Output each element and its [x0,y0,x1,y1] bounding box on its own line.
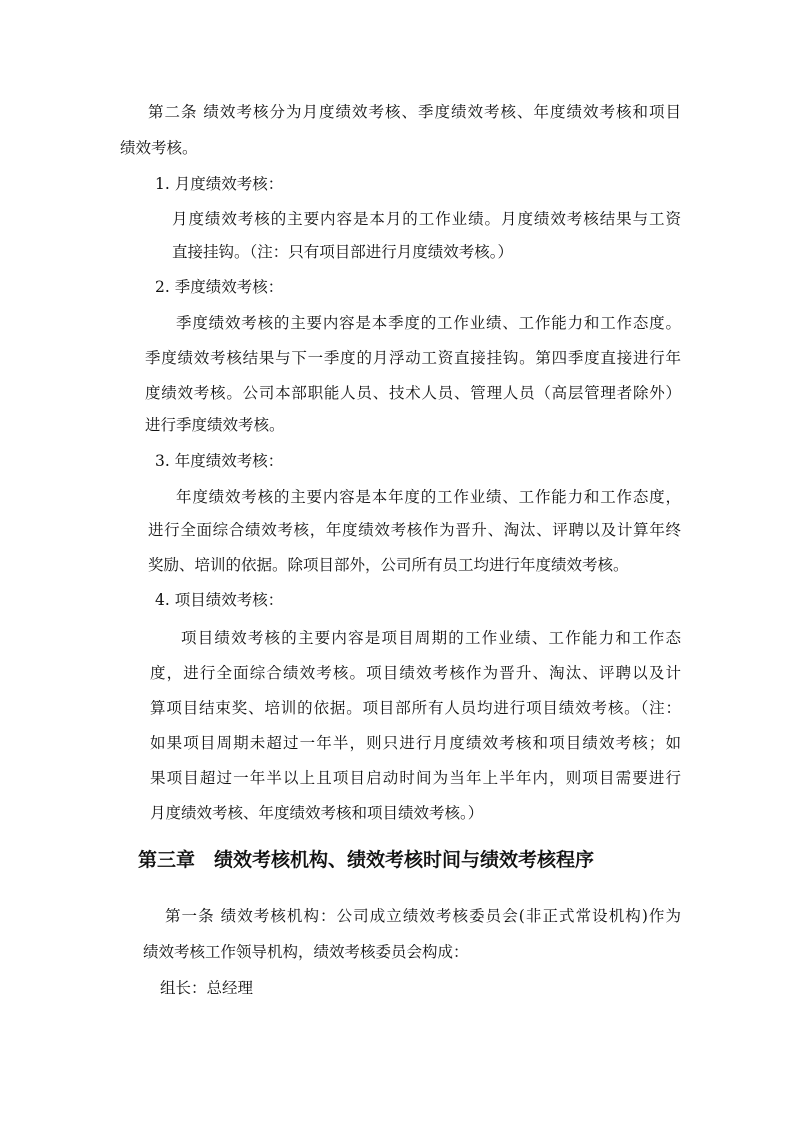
paragraph-line: 绩效考核工作领导机构，绩效考核委员会构成： [143,943,469,961]
paragraph-line: 果项目超过一年半以上且项目启动时间为当年上半年内，则项目需要进行 [150,769,681,787]
paragraph-line: 项目绩效考核的主要内容是项目周期的工作业绩、工作能力和工作态 [181,629,681,647]
paragraph-line: 季度绩效考核结果与下一季度的月浮动工资直接挂钩。第四季度直接进行年 [145,349,681,367]
paragraph-line: 月度绩效考核的主要内容是本月的工作业绩。月度绩效考核结果与工资 [172,210,681,228]
paragraph-line: 度绩效考核。公司本部职能人员、技术人员、管理人员（高层管理者除外） [145,384,681,402]
paragraph-line: 年度绩效考核的主要内容是本年度的工作业绩、工作能力和工作态度， [176,488,681,506]
section-title-quarterly: 2. 季度绩效考核： [155,278,284,296]
paragraph-line: 季度绩效考核的主要内容是本季度的工作业绩、工作能力和工作态度。 [176,314,681,332]
section-title-project: 4. 项目绩效考核： [155,591,284,609]
paragraph-line: 直接挂钩。（注：只有项目部进行月度绩效考核。） [172,243,514,261]
article2-line: 第二条 绩效考核分为月度绩效考核、季度绩效考核、年度绩效考核和项目 [148,103,681,121]
paragraph-line: 如果项目周期未超过一年半，则只进行月度绩效考核和项目绩效考核；如 [150,734,681,752]
paragraph-line: 度，进行全面综合绩效考核。项目绩效考核作为晋升、淘汰、评聘以及计 [150,664,681,682]
committee-leader: 组长：总经理 [160,979,254,997]
paragraph-line: 月度绩效考核、年度绩效考核和项目绩效考核。） [150,804,484,822]
paragraph-line: 进行全面综合绩效考核，年度绩效考核作为晋升、淘汰、评聘以及计算年终 [148,521,681,539]
section-title-monthly: 1. 月度绩效考核： [155,175,284,193]
section-title-annual: 3. 年度绩效考核： [155,452,284,470]
paragraph-line: 奖励、培训的依据。除项目部外，公司所有员工均进行年度绩效考核。 [148,556,629,574]
paragraph-line: 第一条 绩效考核机构：公司成立绩效考核委员会(非正式常设机构)作为 [165,907,681,925]
paragraph-line: 算项目结束奖、培训的依据。项目部所有人员均进行项目绩效考核。（注： [150,699,681,717]
chapter-heading: 第三章 绩效考核机构、绩效考核时间与绩效考核程序 [138,849,595,871]
article2-line: 绩效考核。 [120,139,198,157]
paragraph-line: 进行季度绩效考核。 [145,416,285,434]
